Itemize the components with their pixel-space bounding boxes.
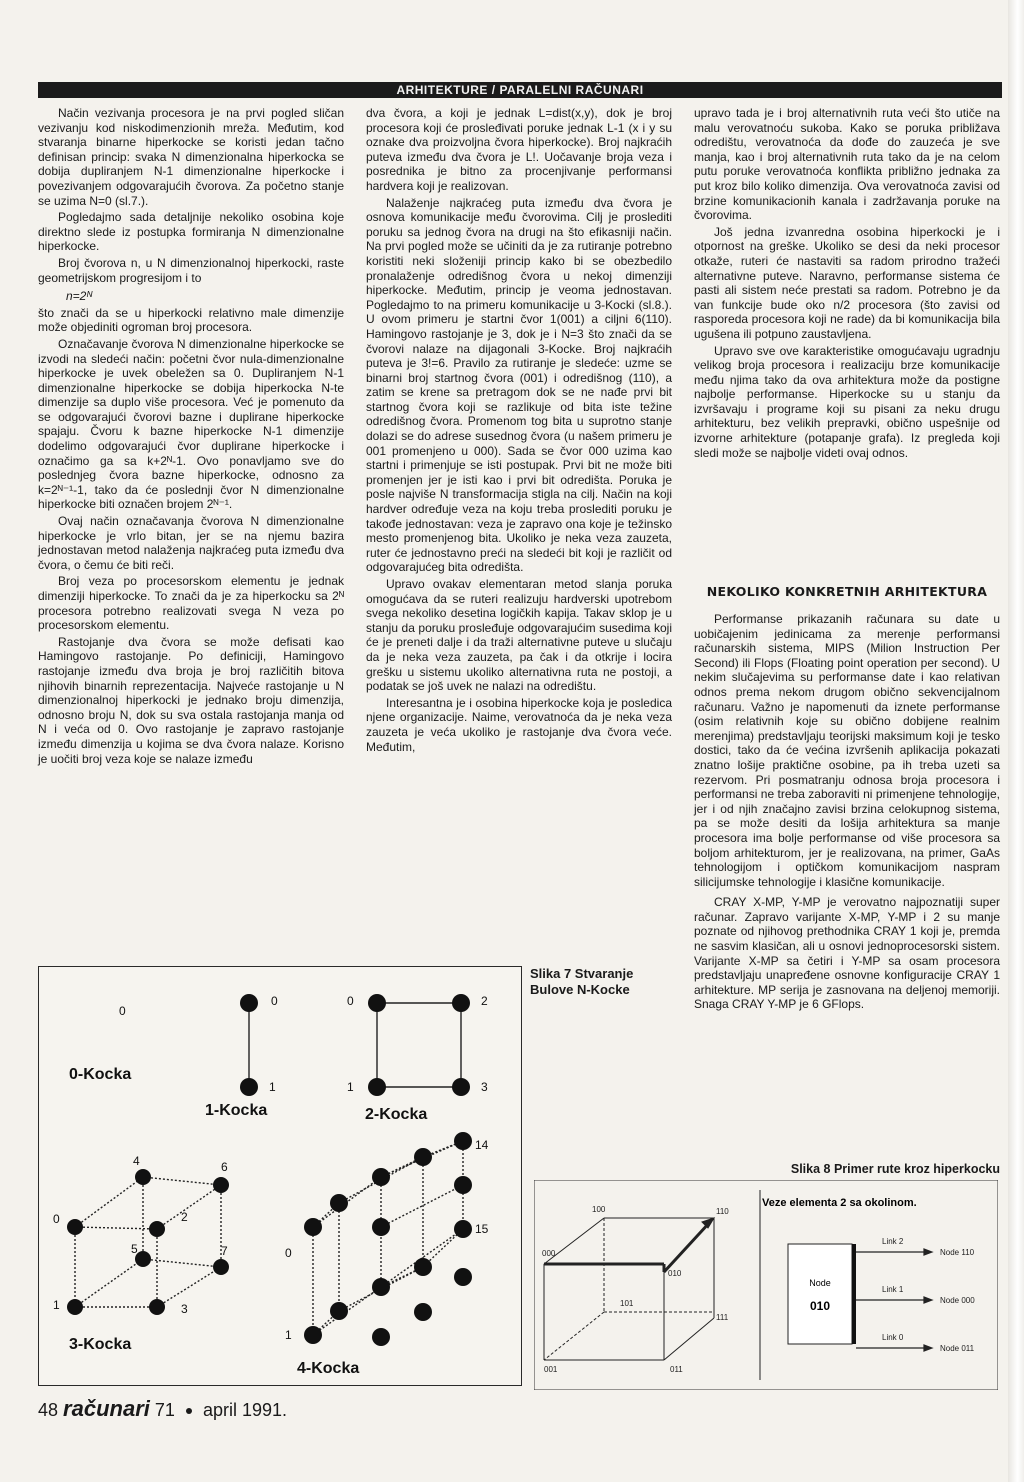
- figure-7-hypercube-construction: [38, 966, 522, 1386]
- paragraph: Način vezivanja procesora je na prvi pogled sličan vezivanju kod niskodimenzionih mreža. Međutim, kod stvaranja binarne hiperkocke se koristi jedan tačno definisan princip: svaka N dimenzionalna hiperkocka se dobija dupliranjem N-1 dimenzionalne hiperkocke i povezivanjem odgovarajućih čvorova. Za početno stanje se uzima N=0 (sl.7.).: [38, 106, 344, 208]
- paragraph: Performanse prikazanih računara su date u uobičajenim jedinicama za merenje performansi računarskih sistema, MIPS (Milion Instruction Per Second) ili Flops (Floating point operation per second). U nekim slučajevima su performanse date i kao relativan odnos prema nekom drugom obično sekvencijalnom računaru. Važno je napomenuti da iznete performanse (osim relativnih koje su obično dobijene realnim merenjima) predstavljaju teorijski maksimum koji je tesko dostici, tako da će većina izvršenih aplikacija pokazati znatno lošije praktične osobine, pa ih treba uzeti sa rezervom. Pri posmatranju odnosa broja procesora i performansi ne treba zaboraviti ni primenjene tehnologije, jer i od njih značajno zavisi brzina celokupnog sistema, pa se može desiti da lošija arhitektura sa manje procesora ima bolje performanse od više procesora sa boljom arhitekturom, jer je realizovana, na primer, GaAs tehnologijom i optičkom komunikacijom naspram silicijumske tehnologije i klasične komunikacije.: [694, 612, 1000, 889]
- node-dot: [213, 1177, 229, 1193]
- cube-label: 2-Kocka: [365, 1106, 428, 1123]
- node-dot: [240, 1078, 258, 1096]
- paragraph: Upravo ovakav elementaran metod slanja poruka omogućava da se ruteri realizuju hardverski upotrebom svega nekoliko desetina logičkih kapija. Takav sklop je u stanju da poruku prosleđuje odgovarajućim susedima koji će je preneti dalje i da traži alternativne puteve u slučaju da je neka veza zauzeta, pa čak i da otkrije i locira grešku u sistemu ukoliko alternativna ruta ne postoji, a podatak se još uvek ne nalazi na odredištu.: [366, 577, 672, 694]
- node-dot: [454, 1132, 472, 1150]
- node-dot: [304, 1326, 322, 1344]
- node-dot: [454, 1268, 472, 1286]
- node-dot: [372, 1218, 390, 1236]
- node-label: 7: [221, 1244, 228, 1258]
- section-header-bar: [38, 82, 1002, 98]
- vertex-label: 010: [668, 1269, 682, 1278]
- paragraph: što znači da se u hiperkocki relativno male dimenzije može objediniti ogroman broj procesora.: [38, 305, 344, 335]
- node-dot: [454, 1176, 472, 1194]
- node-dot: [149, 1299, 165, 1315]
- figure-8-drawing: [534, 1180, 998, 1390]
- node-dot: [414, 1148, 432, 1166]
- column-2: [366, 106, 672, 756]
- link-label: Link 0: [882, 1333, 904, 1342]
- node-dot: [330, 1194, 348, 1212]
- issue-date: april 1991.: [202, 1400, 288, 1420]
- node-label: 1: [269, 1080, 276, 1094]
- cube-label: 1-Kocka: [205, 1102, 268, 1119]
- node-label: 5: [131, 1242, 138, 1256]
- node-label: 2: [181, 1210, 188, 1224]
- vertex-label: 100: [592, 1205, 606, 1214]
- node-dot: [240, 994, 258, 1012]
- paragraph: upravo tada je i broj alternativnih ruta veći što utiče na malu verovatnoću sukoba. Kako se poruka približava odredištu, verovatnoća da dođe do zauzeća je sve manja, kao i broj alternativnih ruta tako da je na celom putu poruke verovatnoća konflikta približno jednaka za put kroz bilo koliko dimenzija. Ova verovatnoća zavisi od brzine komunikacionih kanala i zadržavanja poruke na čvorovima.: [694, 106, 1000, 223]
- cube-label: 3-Kocka: [69, 1336, 132, 1353]
- paragraph: Označavanje čvorova N dimenzionalne hiperkocke se izvodi na sledeći način: početni čvor nula-dimenzionalne hiperkocke je uvek obeležen sa 0. Dupliranjem N-1 dimenzionalne hiperkocke se dobija hiperkocka N-te dimenzije sa duplo više procesora. Već je pomenuto da se odgovarajući čvorovi bazne i duplirane hiperkocke spajaju. Čvoru k bazne hiperkocke N-1 dimenzije dodelimo odgovarajući čvor duplirane hiperkocke i označimo ga sa k+2ᴺ-1. Ovo ponavljamo sve do poslednjeg čvora bazne hiperkocke, odnosno za k=2ᴺ⁻¹-1, tako da će poslednji čvor N dimenzionalne hiperkocke biti označen brojem 2ᴺ⁻¹.: [38, 336, 344, 512]
- vertex-label: 101: [620, 1299, 634, 1308]
- node-label: 0: [285, 1246, 292, 1260]
- paragraph: Interesantna je i osobina hiperkocke koja je posledica njene organizacije. Naime, verovatnoća da je neka veza zauzeta je veća ukoliko je rastojanje dva čvora veće. Međutim,: [366, 695, 672, 754]
- node-label: 3: [181, 1302, 188, 1316]
- node-dot: [368, 994, 386, 1012]
- page-number: 48: [38, 1400, 59, 1420]
- paragraph: Ovaj način označavanja čvorova N dimenzionalne hiperkocke je vrlo bitan, jer se na njemu bazira jednostavan metod nalaženja najkraćeg puta između dva čvora, o čemu će biti reči.: [38, 514, 344, 572]
- node-label: 2: [481, 994, 488, 1008]
- formula: n=2ᴺ: [66, 289, 93, 304]
- link-target: Node 000: [940, 1296, 975, 1305]
- node-label: 1: [285, 1328, 292, 1342]
- vertex-label: 011: [670, 1365, 683, 1374]
- link-label: Link 1: [882, 1285, 904, 1294]
- node-dot: [67, 1219, 83, 1235]
- vertex-label: 110: [716, 1207, 729, 1216]
- section-heading: NEKOLIKO KONKRETNIH ARHITEKTURA: [706, 584, 988, 599]
- node-dot: [414, 1303, 432, 1321]
- node-dot: [414, 1258, 432, 1276]
- node-dot: [368, 1078, 386, 1096]
- link-target: Node 011: [940, 1344, 975, 1353]
- node-dot: [454, 1220, 472, 1238]
- page-edge: [1008, 0, 1024, 1482]
- link-target: Node 110: [940, 1248, 975, 1257]
- page-footer: [38, 1394, 287, 1424]
- paragraph: dva čvora, a koji je jednak L=dist(x,y), dok je broj procesora koji će prosleđivati poruke jednak L-1 (x i y su oznake dva proizvoljna čvora hiperkocke). Broj najkraćih puteva između dva čvora je L!. Uočavanje broja veza i posrednika je bitno za procenjivanje performansi hardvera koji je realizovan.: [366, 106, 672, 193]
- paragraph: CRAY X-MP, Y-MP je verovatno najpoznatiji super računar. Zapravo varijante X-MP, Y-MP i 2 su manje poznate od njihovog prethodnika CRAY 1 koji je, premda ne sasvim klasičan, ali u osnovi jednoprocesorski sistem. Varijante X-MP sa četiri i Y-MP sa osam procesora predstavljaju unapređene osnovne konfiguracije CRAY 1 arhitekture. MP serija je zasnovana na deljenoj memoriji. Snaga CRAY Y-MP je 6 GFlops.: [694, 895, 1000, 1012]
- vertex-label: 111: [716, 1313, 729, 1322]
- figure-7-caption: Slika 7 Stvaranje Bulove N-Kocke: [530, 966, 634, 997]
- node-dot: [149, 1221, 165, 1237]
- node-box: [788, 1244, 852, 1344]
- paragraph: Još jedna izvanredna osobina hiperkocki je i otpornost na greške. Ukoliko se desi da neki procesor otkaže, ruteri će nastaviti sa radom prirodno tražeći alternativne puteve. Naravno, performanse sistema će pasti ali sistem neće prestati sa radom. Potrebno je da van funkcije bude oko n/2 procesora (što zavisi od rasporeda procesora koji ne rade) da bi komunikacija bila ugušena ili potpuno zaustavljena.: [694, 224, 1000, 341]
- node-label: 0: [53, 1212, 60, 1226]
- node-label: 0: [347, 994, 354, 1008]
- section-header: ARHITEKTURE / PARALELNI RAČUNARI: [396, 83, 644, 97]
- node-dot: [372, 1168, 390, 1186]
- issue-number: 71: [154, 1400, 175, 1420]
- figure-7-drawing: [39, 967, 523, 1387]
- figure-8-route: [534, 1180, 998, 1390]
- node-label: 1: [347, 1080, 354, 1094]
- link-label: Link 2: [882, 1237, 904, 1246]
- node-label: 0: [271, 994, 278, 1008]
- paragraph: Pogledajmo sada detaljnije nekoliko osobina koje direktno slede iz postupka formiranja N dimenzionalne hiperkocke.: [38, 210, 344, 254]
- figure-8-panel-title: Veze elementa 2 sa okolinom.: [762, 1197, 917, 1209]
- node-dot: [452, 1078, 470, 1096]
- paragraph: Rastojanje dva čvora se može defisati kao Hamingovo rastojanje. Po definiciji, Hamingovo rastojanje između dva broja je broj različitih bitova njihovih binarnih reprezentacija. Najveće rastojanje u N dimenzionalnoj hiperkocki je jednako broju dimenzija, odnosno broju N, dok su sva ostala rastojanja manja od N i veća od 0. Ovo rastojanje je zapravo rastojanje između dimenzija u kojima se dva čvora nalaze. Korisno je uočiti broj veza koje se nalaze između: [38, 634, 344, 766]
- column-3-continued: [694, 612, 1000, 1014]
- vertex-label: 001: [544, 1365, 558, 1374]
- node-label: 4: [133, 1154, 140, 1168]
- bullet-separator: [186, 1408, 192, 1414]
- column-3: [694, 106, 1000, 462]
- node-label: 14: [475, 1138, 489, 1152]
- node-dot: [213, 1259, 229, 1275]
- node-label: 15: [475, 1222, 489, 1236]
- node-dot: [372, 1278, 390, 1296]
- paragraph: Nalaženje najkraćeg puta između dva čvora je osnova komunikacije među čvorovima. Cilj je proslediti poruku sa jednog čvora na drugi na što efikasniji način. Na prvi pogled može se učiniti da je za rutiranje potrebno koristiti neki složeniji princip kako bi se obezbedilo pronalaženje odredišnog čvora u nekoj dimenziji hiperkocke. Međutim, princip je veoma jednostavan. Pogledajmo to na primeru komunikacije u 3-Kocki (sl.8.). U ovom primeru je startni čvor 1(001) a ciljni 6(110). Hamingovo rastojanje je 3, dok je i N=3 što znači da se čvorovi nalaze na dijagonali 3-Kocke. Broj najkraćih puteva je 3!=6. Pravilo za rutiranje je sledeće: uzme se binarni broj startnog čvora (001) i odredišnog (110), a zatim se krene sa pretragom dok se ne nađe prvi bit startnog čvora koji se razlikuje od bita iste težine odredišnog čvora. Promenom tog bita u suprotno stanje dolazi se do adrese susednog čvora (u našem primeru je 001 promenjeno u 000). Sada se čvor 000 uzima kao startni i primenjuje se isti postupak. Prvi bit ne može biti promenjen jer je isti kao i prvi bit odredišta. Poruka je posle najviše N transformacija stigla na cilj. Način na koji hardver određuje veza na koju treba proslediti poruku je takođe jednostavan: veza je zapravo ona koje je težinsko mesto promenjenog bita. Ukoliko je neka veza zauzeta, ruter će jednostavno preći na sledeći bit koji je različit od odgovarajućeg bita odredišta.: [366, 195, 672, 575]
- node-label: 1: [53, 1298, 60, 1312]
- node-dot: [67, 1299, 83, 1315]
- node-label: 0: [119, 1004, 126, 1018]
- cube-label: 4-Kocka: [297, 1360, 360, 1377]
- node-dot: [304, 1218, 322, 1236]
- node-label: 3: [481, 1080, 488, 1094]
- figure-8-caption: Slika 8 Primer rute kroz hiperkocku: [790, 1162, 1000, 1176]
- paragraph: Upravo sve ove karakteristike omogućavaju ugradnju velikog broja procesora i realizaciju brze komunikacije među njima tako da ova arhitektura može da postigne najbolje performanse. Hiperkocke su u stanju da izvršavaju i programe koji su pisani za neku drugu arhitekturu, bez velikih prepravki, obično uspešnije od izvorne arhitekture (potapanje grafa). Iz pregleda koji sledi može se najbolje videti ovaj odnos.: [694, 343, 1000, 460]
- vertex-label: 000: [542, 1249, 556, 1258]
- magazine-brand: računari: [63, 1396, 150, 1421]
- node-label: 6: [221, 1160, 228, 1174]
- node-dot: [135, 1169, 151, 1185]
- paragraph: Broj čvorova n, u N dimenzionalnoj hiperkocki, raste geometrijskom progresijom i to: [38, 255, 344, 285]
- column-1: [38, 106, 344, 768]
- cube-label: 0-Kocka: [69, 1066, 132, 1083]
- node-box-value: 010: [809, 1299, 831, 1313]
- paragraph: Broj veza po procesorskom elementu je jednak dimenziji hiperkocke. To znači da je za hiperkocku sa 2ᴺ procesora potrebno realizovati svega N veza po procesorskom elementu.: [38, 574, 344, 633]
- node-dot: [372, 1328, 390, 1346]
- node-dot: [330, 1302, 348, 1320]
- node-box-label: Node: [809, 1278, 831, 1288]
- node-dot: [452, 994, 470, 1012]
